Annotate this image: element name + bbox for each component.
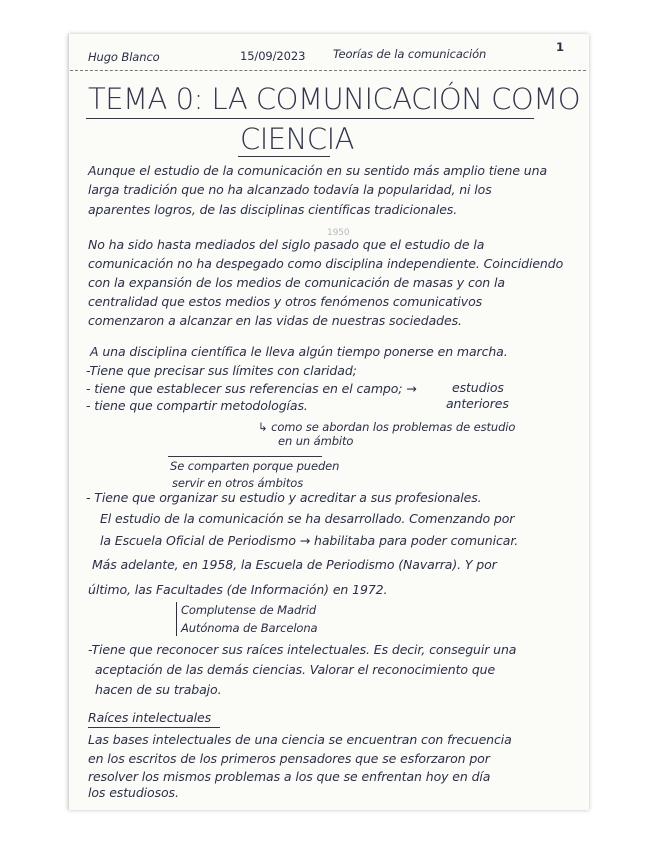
text-line: comenzaron a alcanzar en las vidas de nuestras sociedades. [88,313,462,328]
subject: Teorías de la comunicación [333,47,487,61]
text-line: la Escuela Oficial de Periodismo → habilitaba para poder comunicar. [100,533,519,548]
text-line: A una disciplina científica le lleva algún tiempo ponerse en marcha. [90,344,508,359]
page-title-line1: TEMA 0: LA COMUNICACIÓN COMO [88,82,581,116]
page-title-line2: CIENCIA [240,122,354,156]
heading-underline [88,727,220,728]
text-line: resolver los mismos problemas a los que se enfrentan hoy en día [88,769,491,784]
text-line: larga tradición que no ha alcanzado todavía la popularidad, ni los [88,182,492,197]
bracket-line [168,456,322,457]
text-line: Más adelante, en 1958, la Escuela de Periodismo (Navarra). Y por [92,557,497,572]
text-line: Aunque el estudio de la comunicación en su sentido más amplio tiene una [88,163,548,178]
text-line: en los escritos de los primeros pensadores que se esforzaron por [88,751,490,766]
page-number: 1 [556,40,564,54]
title-underline [238,156,330,157]
text-line: No ha sido hasta mediados del siglo pasado que el estudio de la [88,237,485,252]
text-line: Las bases intelectuales de una ciencia se encuentran con frecuencia [88,732,512,747]
list-item: -Tiene que reconocer sus raíces intelectuales. Es decir, conseguir una [88,642,517,657]
list-item: - Tiene que organizar su estudio y acreditar a sus profesionales. [86,490,482,505]
text-line: con la expansión de los medios de comunicación de masas y con la [88,275,505,290]
margin-note: 1950 [327,228,350,238]
list-item: Autónoma de Barcelona [181,621,318,635]
brace [176,602,177,636]
section-heading: Raíces intelectuales [88,710,212,725]
text-line: los estudiosos. [88,785,179,800]
list-item: - tiene que compartir metodologías. [86,398,308,413]
side-note: Se comparten porque pueden [170,459,340,473]
side-note: servir en otros ámbitos [172,476,304,490]
list-item: - tiene que establecer sus referencias en el campo; → [86,381,417,396]
text-line: aparentes logros, de las disciplinas científicas tradicionales. [88,202,458,217]
text-line: centralidad que estos medios y otros fenómenos comunicativos [88,294,483,309]
side-note: en un ámbito [278,434,354,448]
side-note: anteriores [446,396,509,411]
side-note: ↳ como se abordan los problemas de estudio [258,420,516,434]
date: 15/09/2023 [240,49,306,63]
text-line: aceptación de las demás ciencias. Valorar el reconocimiento que [95,662,496,677]
side-note: estudios [452,380,504,395]
list-item: -Tiene que precisar sus límites con claridad; [86,363,357,378]
text-line: comunicación no ha despegado como disciplina independiente. Coincidiendo [88,256,564,271]
list-item: Complutense de Madrid [181,603,317,617]
text-line: El estudio de la comunicación se ha desarrollado. Comenzando por [100,511,515,526]
header-divider [70,70,586,71]
author: Hugo Blanco [88,50,160,64]
title-underline [86,118,534,119]
text-line: último, las Facultades (de Información) en 1972. [88,582,388,597]
text-line: hacen de su trabajo. [95,682,222,697]
